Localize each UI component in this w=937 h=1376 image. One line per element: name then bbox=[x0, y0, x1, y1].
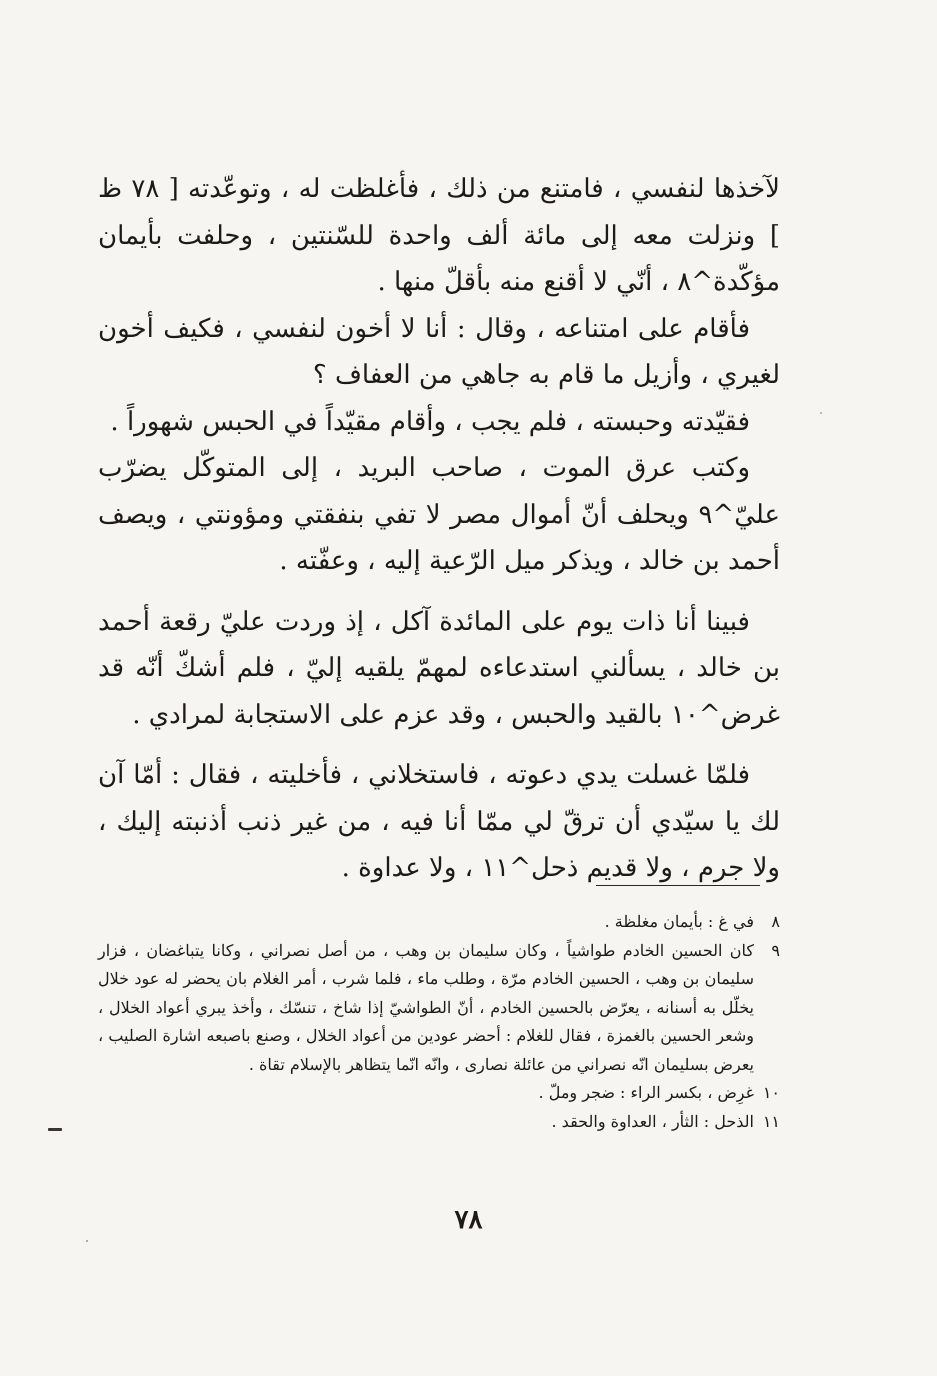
scan-speck bbox=[86, 1240, 88, 1242]
footnotes-block bbox=[98, 908, 780, 1136]
footnote-number: ٨ bbox=[771, 912, 780, 931]
scan-speck bbox=[820, 412, 822, 414]
footnote-text: غرِض ، بكسر الراء : ضجر وملّ . bbox=[538, 1083, 754, 1102]
paragraph-1: لآخذها لنفسي ، فامتنع من ذلك ، فأغلظت له ، وتوعّدته [ ٧٨ ظ ] ونزلت معه إلى مائة ألف واحدة للسّنتين ، وحلفت بأيمان مؤكّدة^٨ ، أنّي لا أقنع منه بأقلّ منها . bbox=[98, 174, 781, 297]
footnote-text: في غ : بأيمان مغلظة . bbox=[604, 912, 754, 931]
paragraph-2: فأقام على امتناعه ، وقال : أنا لا أخون لنفسي ، فكيف أخون لغيري ، وأزيل ما قام به جاهي من العفاف ؟ bbox=[98, 313, 780, 390]
footnote-number: ٩ bbox=[771, 940, 780, 960]
paragraph-3: فقيّدته وحبسته ، فلم يجب ، وأقام مقيّداً في الحبس شهوراً . bbox=[110, 406, 750, 437]
main-text-block bbox=[98, 166, 780, 892]
footnote-9 bbox=[98, 937, 780, 1080]
footnote-10 bbox=[98, 1079, 780, 1108]
footnote-11 bbox=[98, 1108, 780, 1137]
paragraph-6: فلمّا غسلت يدي دعوته ، فاستخلاني ، فأخليته ، فقال : أمّا آن لك يا سيّدي أن ترقّ لي ممّا أنا فيه ، من غير ذنب أذنبته إليك ، ولا جرم ، ولا قديم ذحل^١١ ، ولا عداوة . bbox=[98, 760, 780, 883]
footnote-text: الذحل : الثأر ، العداوة والحقد . bbox=[551, 1111, 754, 1131]
footnote-8 bbox=[98, 908, 780, 937]
scan-speck bbox=[48, 1128, 62, 1131]
footnote-text: كان الحسين الخادم طواشياً ، وكان سليمان بن وهب ، من أصل نصراني ، وكانا يتباغضان ، فزار سليمان بن وهب ، الحسين الخادم مرّة ، وطلب ماء ، فلما شرب ، أمر الغلام بان يحضر له عود خلال يخلّل به أسنانه ، يعرّض بالحسين الخادم ، أنّ الطواشيّ إذا شاخ ، تنسّك ، وأخذ يبري أعواد الخلال ، وشعر الحسين بالغمزة ، فقال للغلام : أحضر عودين من أعواد الخلال ، وصنع باصبعه اشارة الصليب ، يعرض بسليمان انّه نصراني من عائلة نصارى ، وانّه انّما يتظاهر بالإسلام تقاة . bbox=[98, 940, 754, 1074]
footnote-separator bbox=[596, 885, 760, 886]
page-number: ٧٨ bbox=[454, 1205, 483, 1235]
paragraph-5: فبينا أنا ذات يوم على المائدة آكل ، إذ وردت عليّ رقعة أحمد بن خالد ، يسألني استدعاءه لمهمّ يلقيه إليّ ، فلم أشكّ أنّه قد غرض^١٠ بالقيد والحبس ، وقد عزم على الاستجابة لمرادي . bbox=[98, 606, 780, 730]
footnote-number: ١١ bbox=[762, 1111, 780, 1131]
footnote-number: ١٠ bbox=[762, 1083, 780, 1102]
paragraph-4: وكتب عرق الموت ، صاحب البريد ، إلى المتوكّل يضرّب عليّ^٩ ويحلف أنّ أموال مصر لا تفي بنفقتي ومؤونتي ، ويصف أحمد بن خالد ، ويذكر ميل الرّعية إليه ، وعفّته . bbox=[98, 453, 780, 576]
